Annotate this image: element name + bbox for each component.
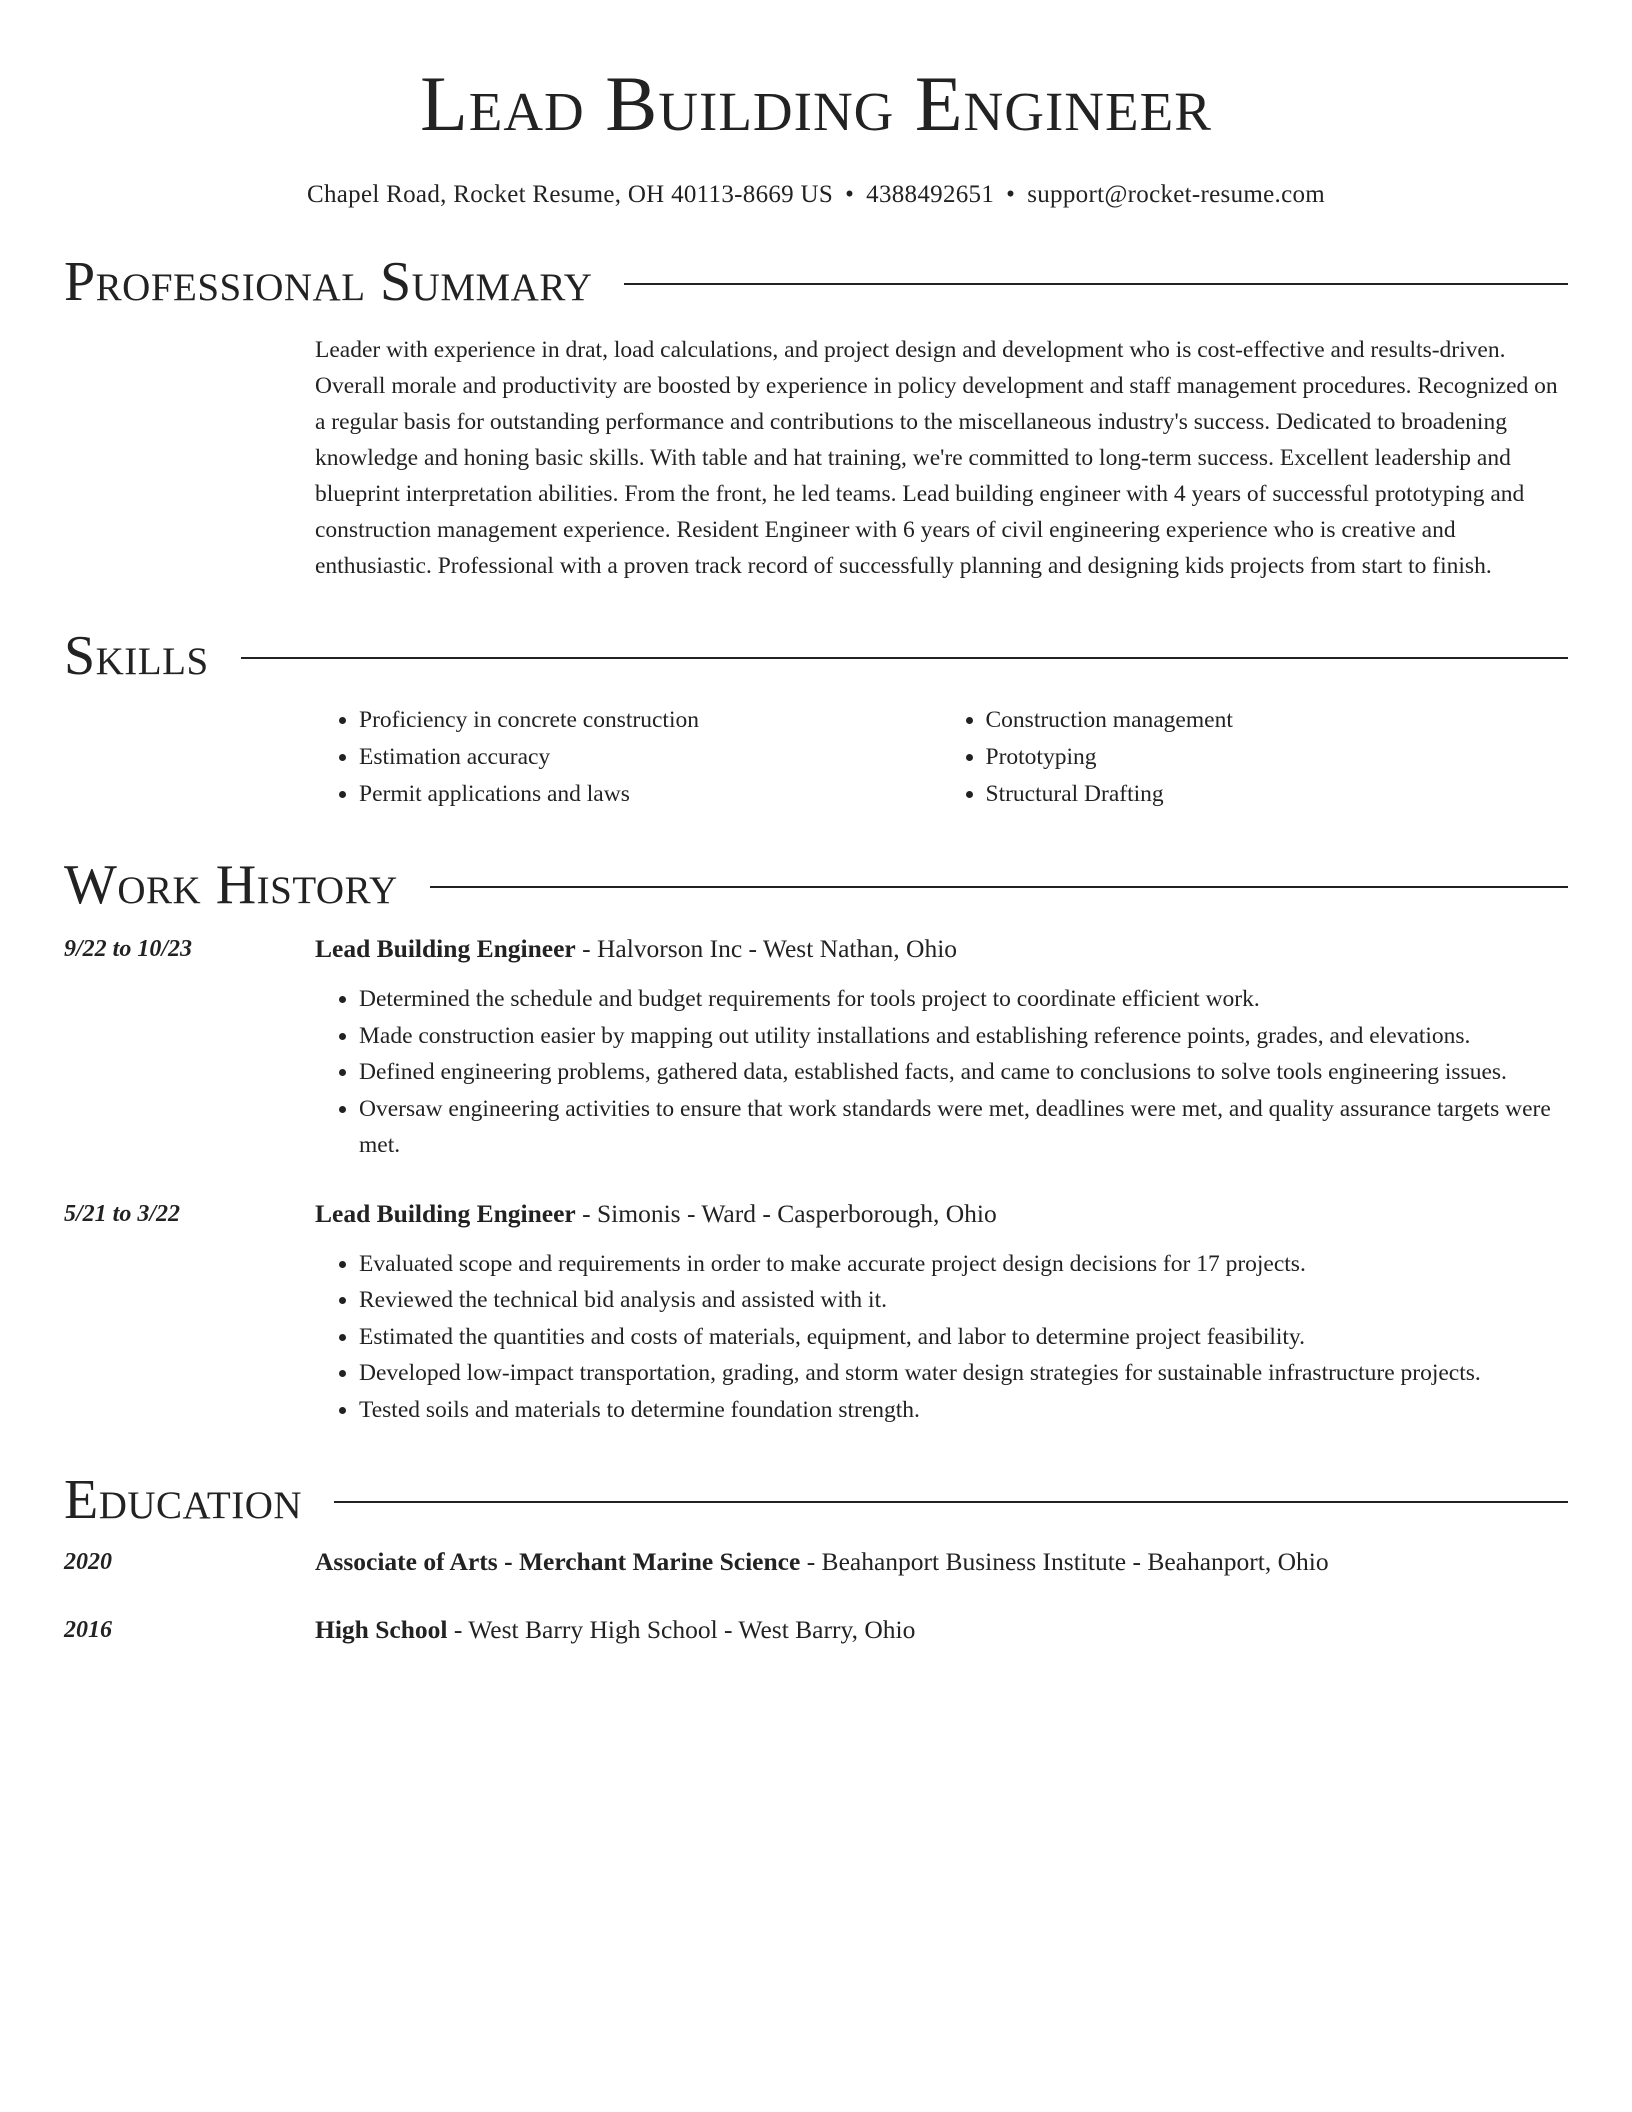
skills-column-left	[315, 702, 942, 813]
contact-separator: •	[1006, 181, 1016, 208]
education-details: - Beahanport Business Institute - Beahanport, Ohio	[800, 1547, 1329, 1576]
summary-text: Leader with experience in drat, load calculations, and project design and development who is cost-effective and results-driven. Overall morale and productivity are boosted by experience in policy development and staff management procedures. Recognized on a regular basis for outstanding performance and contributions to the miscellaneous industry's success. Dedicated to broadening knowledge and honing basic skills. With table and hat training, we're committed to long-term success. Excellent leadership and blueprint interpretation abilities. From the front, he led teams. Lead building engineer with 4 years of successful prototyping and construction management experience. Resident Engineer with 6 years of civil engineering experience who is creative and enthusiastic. Professional with a proven track record of successfully planning and designing kids projects from start to finish.	[315, 337, 1558, 579]
work-bullet: • Evaluated scope and requirements in order to make accurate project design decisions for 17 projects.	[359, 1246, 1568, 1283]
work-bullet: • Tested soils and materials to determine foundation strength.	[359, 1392, 1568, 1429]
skill-item: • Proficiency in concrete construction	[359, 702, 942, 739]
work-dates: 5/21 to 3/22	[64, 1200, 181, 1227]
section-divider	[334, 1501, 1568, 1503]
skills-section-header	[64, 624, 1568, 688]
summary-section-header	[64, 250, 1568, 314]
education-header	[315, 1544, 1329, 1580]
section-divider	[241, 657, 1568, 659]
education-year: 2016	[64, 1617, 112, 1643]
skill-item: • Prototyping	[986, 739, 1569, 776]
education-section-header	[64, 1468, 1568, 1532]
job-title: Lead Building Engineer	[315, 934, 576, 963]
education-degree: Associate of Arts - Merchant Marine Science	[315, 1547, 801, 1576]
work-bullet: • Reviewed the technical bid analysis and assisted with it.	[359, 1282, 1568, 1319]
contact-line	[64, 180, 1568, 210]
education-details: - West Barry High School - West Barry, Ohio	[447, 1615, 916, 1644]
skill-item: • Estimation accuracy	[359, 739, 942, 776]
education-year: 2020	[64, 1549, 112, 1575]
section-divider	[430, 886, 1568, 888]
job-details: - Halvorson Inc - West Nathan, Ohio	[575, 934, 958, 963]
work-bullet: • Determined the schedule and budget requirements for tools project to coordinate efficient work.	[359, 981, 1568, 1018]
work-header	[315, 931, 1568, 967]
work-bullets	[315, 1246, 1568, 1429]
skill-item: • Permit applications and laws	[359, 776, 942, 813]
work-header	[315, 1196, 1568, 1232]
work-heading: Work History	[64, 854, 398, 916]
work-bullet: • Oversaw engineering activities to ensure that work standards were met, deadlines were met, and quality assurance targets were met.	[359, 1091, 1568, 1164]
skills-list	[315, 702, 1568, 813]
education-degree: High School	[315, 1615, 448, 1644]
work-dates: 9/22 to 10/23	[64, 936, 193, 962]
work-body	[315, 1196, 1568, 1429]
work-section-header	[64, 853, 1568, 917]
contact-phone: 4388492651	[866, 181, 995, 208]
skill-item: • Structural Drafting	[986, 776, 1569, 813]
section-divider	[624, 283, 1568, 285]
education-heading: Education	[64, 1469, 303, 1531]
job-details: - Simonis - Ward - Casperborough, Ohio	[575, 1198, 997, 1228]
job-title: Lead Building Engineer	[315, 1198, 576, 1228]
education-header	[315, 1612, 915, 1648]
skills-heading: Skills	[64, 625, 209, 687]
work-bullet: • Estimated the quantities and costs of materials, equipment, and labor to determine project feasibility.	[359, 1319, 1568, 1356]
work-entry	[64, 1196, 1568, 1429]
work-bullet: • Developed low-impact transportation, grading, and storm water design strategies for sustainable infrastructure projects.	[359, 1355, 1568, 1392]
summary-heading: Professional Summary	[64, 251, 593, 313]
work-bullet: • Made construction easier by mapping out utility installations and establishing reference points, grades, and elevations.	[359, 1018, 1568, 1055]
skill-item: • Construction management	[986, 702, 1569, 739]
contact-email: support@rocket-resume.com	[1027, 181, 1326, 208]
work-bullet: • Defined engineering problems, gathered data, established facts, and came to conclusions to solve tools engineering issues.	[359, 1054, 1568, 1091]
skills-column-right	[942, 702, 1569, 813]
resume-title: Lead Building Engineer	[420, 60, 1212, 147]
contact-address: Chapel Road, Rocket Resume, OH 40113-8669 US	[306, 181, 834, 208]
work-entry	[64, 931, 1568, 1164]
work-body	[315, 931, 1568, 1164]
education-entry	[64, 1612, 1568, 1648]
work-bullets	[315, 981, 1568, 1164]
contact-separator: •	[845, 181, 855, 208]
education-entry	[64, 1544, 1568, 1580]
